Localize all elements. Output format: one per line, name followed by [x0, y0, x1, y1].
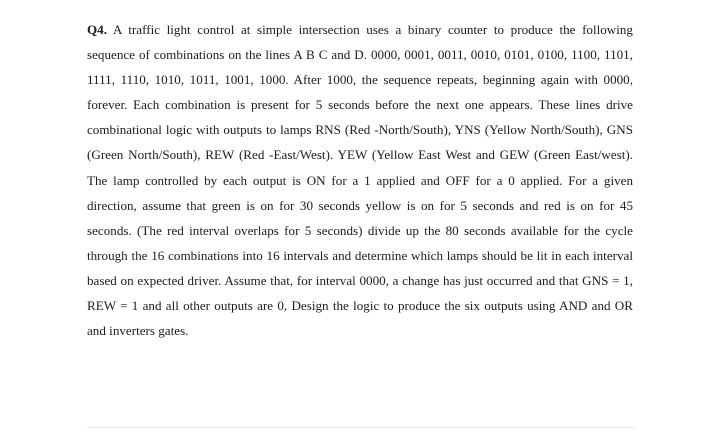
- question-label: Q4.: [87, 22, 108, 37]
- question-paragraph: [87, 17, 633, 343]
- page-divider: [87, 427, 635, 428]
- question-text: A traffic light control at simple intersection uses a binary counter to produce the following sequence of combinations on the lines A B C and D. 0000, 0001, 0011, 0010, 0101, 0100, 1100, 1101, 1111, 1110, 1010, 1011, 1001, 1000. After 1000, the sequence repeats, beginning again with 0000, forever. Each combination is present for 5 seconds before the next one appears. These lines drive combinational logic with outputs to lamps RNS (Red -North/South), YNS (Yellow North/South), GNS (Green North/South), REW (Red -East/West). YEW (Yellow East West and GEW (Green East/west). The lamp controlled by each output is ON for a 1 applied and OFF for a 0 applied. For a given direction, assume that green is on for 30 seconds yellow is on for 5 seconds and red is on for 45 seconds. (The red interval overlaps for 5 seconds) divide up the 80 seconds available for the cycle through the 16 combinations into 16 intervals and determine which lamps should be lit in each interval based on expected driver. Assume that, for interval 0000, a change has just occurred and that GNS = 1, REW = 1 and all other outputs are 0, Design the logic to produce the six outputs using AND and OR and inverters gates.: [87, 22, 633, 339]
